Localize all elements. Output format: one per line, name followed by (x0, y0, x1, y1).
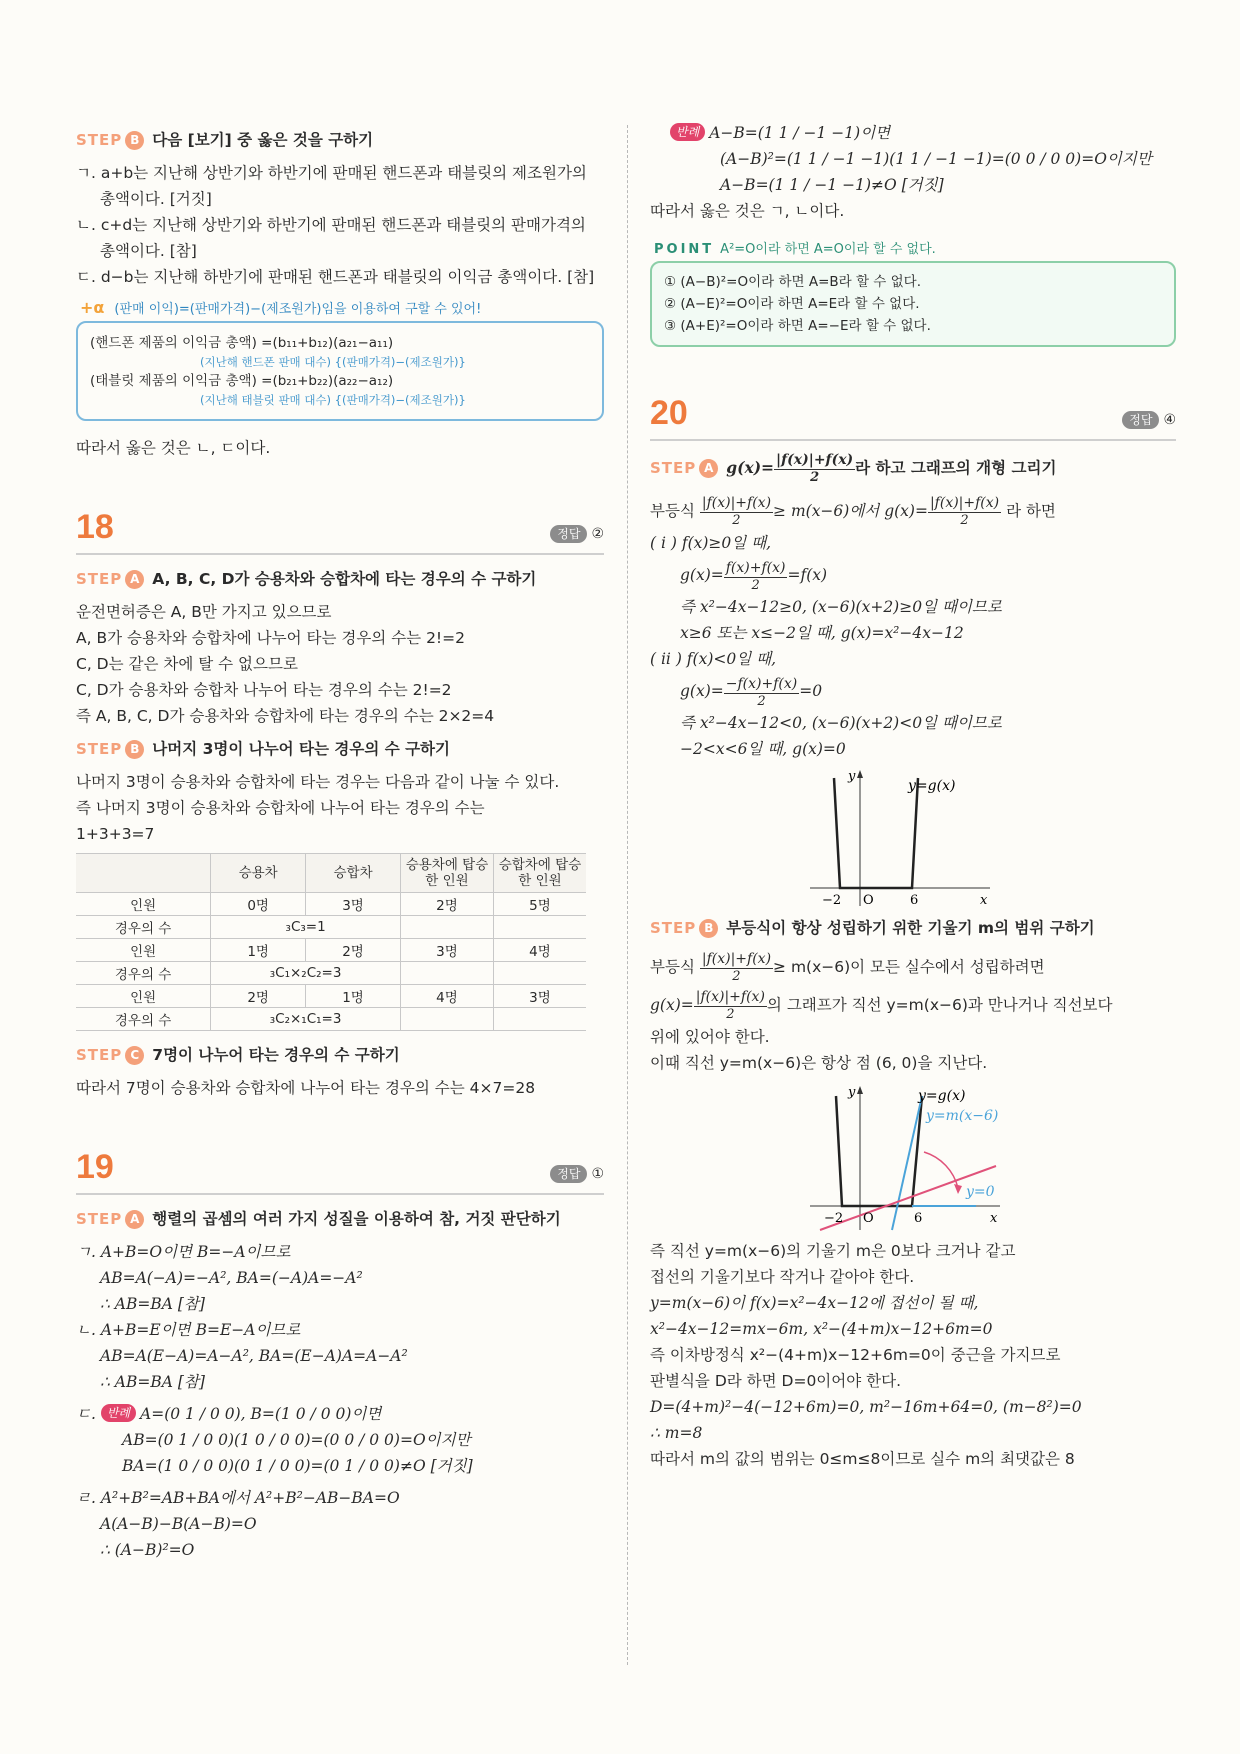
curve-label: y=g(x) (908, 778, 956, 794)
math-line: x≥6 또는 x≤−2일 때, g(x)=x²−4x−12 (680, 624, 964, 642)
x-label: x (980, 893, 988, 908)
fraction (724, 675, 799, 710)
text: 부등식 (650, 502, 695, 520)
text-line: 따라서 7명이 승용차와 승합차에 나누어 타는 경우의 수는 4×7=28 (76, 1079, 536, 1097)
tick-label: 6 (910, 893, 919, 908)
conclusion: 따라서 옳은 것은 ㄴ, ㄷ이다. (76, 439, 271, 457)
table-cell: 경우의 수 (76, 962, 211, 985)
text-line: 접선의 기울기보다 작거나 같아야 한다. (650, 1268, 915, 1286)
text-line: 위에 있어야 한다. (650, 1028, 770, 1046)
table-cell: 경우의 수 (76, 1008, 211, 1031)
problem-number: 18 (76, 508, 114, 546)
fraction (928, 494, 1001, 529)
table-row (76, 893, 586, 916)
step-tag: STEP (650, 919, 697, 937)
step-tag: STEP (76, 1210, 123, 1228)
answer-badge (550, 525, 604, 543)
denominator: 2 (757, 693, 766, 709)
table-cell: 2명 (306, 939, 401, 962)
math-line: ∴ AB=BA [참] (100, 1295, 205, 1313)
step-heading (76, 565, 604, 593)
table-header: 승합차에 탑승한 인원 (494, 854, 587, 893)
answer-label: 정답 (550, 525, 587, 543)
table-cell (401, 1008, 494, 1031)
text: 라 하면 (1006, 502, 1056, 520)
table-cell: 3명 (306, 893, 401, 916)
text-line: ㄱ. a+b는 지난해 상반기와 하반기에 판매된 핸드폰과 태블릿의 제조원가의 (76, 164, 587, 182)
text-line: C, D는 같은 차에 탈 수 없으므로 (76, 655, 298, 673)
table-header: 승용차에 탑승한 인원 (401, 854, 494, 893)
math-line (650, 672, 1176, 710)
math-line: ( i ) f(x)≥0일 때, (650, 534, 772, 552)
step-title: A, B, C, D가 승용차와 승합차에 타는 경우의 수 구하기 (152, 570, 537, 588)
math-line: ㄹ. A²+B²=AB+BA에서 A²+B²−AB−BA=O (76, 1489, 400, 1507)
point-line: ② (A−E)²=O이라 하면 A=E라 할 수 없다. (664, 296, 920, 312)
zero-label: y=0 (966, 1184, 995, 1200)
step-title: 부등식이 항상 성립하기 위한 기울기 m의 범위 구하기 (726, 919, 1095, 937)
plus-line: (태블릿 제품의 이익금 총액) =(b₂₁+b₂₂)(a₂₂−a₁₂) (90, 373, 394, 389)
table-cell: 경우의 수 (76, 916, 211, 939)
point-line: ① (A−B)²=O이라 하면 A=B라 할 수 없다. (664, 274, 922, 290)
text-line: 총액이다. [참] (100, 242, 197, 260)
denominator: 2 (726, 1007, 735, 1022)
plus-line: (핸드폰 제품의 이익금 총액) =(b₁₁+b₁₂)(a₂₁−a₁₁) (90, 335, 394, 351)
step-heading (76, 1205, 604, 1233)
text-line: 이때 직선 y=m(x−6)은 항상 점 (6, 0)을 지난다. (650, 1054, 988, 1072)
math-line: AB=A(−A)=−A², BA=(−A)A=−A² (100, 1269, 363, 1287)
denominator: 2 (810, 470, 820, 485)
text-line: 운전면허증은 A, B만 가지고 있으므로 (76, 603, 332, 621)
numerator: |f(x)|+f(x) (929, 495, 1000, 511)
text-line: ㄴ. c+d는 지난해 상반기와 하반기에 판매된 핸드폰과 태블릿의 판매가격의 (76, 216, 586, 234)
numerator: −f(x)+f(x) (725, 675, 798, 692)
y-axis-arrow-icon (857, 1086, 863, 1094)
table-cell: 3명 (494, 985, 587, 1008)
math-line (650, 556, 1176, 594)
table-cell: 4명 (401, 985, 494, 1008)
graph-tangent (800, 1082, 1010, 1232)
plus-sub: (지난해 핸드폰 판매 대수) {(판매가격)−(제조원가)} (200, 355, 466, 369)
math-line: BA=(1 0 / 0 0)(0 1 / 0 0)=(0 1 / 0 0)≠O [거짓] (122, 1457, 473, 1475)
graph-g (800, 768, 1000, 908)
table-row (76, 962, 586, 985)
problem-header (76, 495, 604, 555)
point-line: ③ (A+E)²=O이라 하면 A=−E라 할 수 없다. (664, 318, 931, 334)
step-heading (76, 1041, 604, 1069)
math-line: D=(4+m)²−4(−12+6m)=0, m²−16m+64=0, (m−8²)=0 (650, 1398, 1082, 1416)
text: 부등식 (650, 958, 695, 976)
table-cell: 3명 (401, 939, 494, 962)
text-line: C, D가 승용차와 승합차 나누어 타는 경우의 수는 2!=2 (76, 681, 452, 699)
step-tag: STEP (76, 740, 123, 758)
math-line: A−B=(1 1 / −1 −1)≠O [거짓] (720, 176, 944, 194)
text-line: 1+3+3=7 (76, 825, 155, 843)
y-label: y (848, 769, 856, 784)
math-line: 즉 x²−4x−12<0, (x−6)(x+2)<0일 때이므로 (680, 714, 1002, 732)
step-heading (650, 451, 1176, 486)
step-letter: A (699, 459, 718, 478)
left-column (76, 120, 604, 1563)
fraction (700, 494, 773, 529)
math-line: ( ii ) f(x)<0일 때, (650, 650, 777, 668)
denominator: 2 (732, 969, 741, 984)
curve-label: y=g(x) (918, 1088, 966, 1104)
step-letter: B (699, 919, 718, 938)
text-line: A, B가 승용차와 승합차에 나누어 타는 경우의 수는 2!=2 (76, 629, 465, 647)
math-text: g(x)= (680, 682, 724, 700)
step-title: 행렬의 곱셈의 여러 가지 성질을 이용하여 참, 거짓 판단하기 (152, 1210, 561, 1228)
math-line (650, 492, 1176, 530)
table-cell: 인원 (76, 893, 211, 916)
numerator: f(x)+f(x) (725, 559, 786, 576)
math-text: A=(0 1 / 0 0), B=(1 0 / 0 0)이면 (140, 1405, 382, 1423)
table-cell (494, 916, 587, 939)
math-text: =0 (799, 682, 823, 700)
rotation-arrow-icon (954, 1184, 962, 1194)
text: 의 그래프가 직선 y=m(x−6)과 만나거나 직선보다 (766, 996, 1113, 1014)
numerator: |f(x)|+f(x) (701, 951, 772, 967)
table-header: 승용차 (211, 854, 306, 893)
table-cell: ₃C₃=1 (211, 916, 401, 939)
line-label: y=m(x−6) (926, 1108, 999, 1124)
text-line: 판별식을 D라 하면 D=0이어야 한다. (650, 1372, 902, 1390)
math-text: g(x)= (650, 996, 694, 1014)
step-letter: A (125, 570, 144, 589)
table-header (76, 854, 211, 893)
math-line: ∴ AB=BA [참] (100, 1373, 205, 1391)
table-cell: 0명 (211, 893, 306, 916)
answer-value: ④ (1163, 412, 1176, 428)
math-line: −2<x<6일 때, g(x)=0 (680, 740, 846, 758)
math-text: ≥ m(x−6)에서 g(x)= (773, 502, 928, 520)
point-text: A²=O이라 하면 A=O이라 할 수 없다. (720, 242, 936, 257)
math-line: A(A−B)−B(A−B)=O (100, 1515, 257, 1533)
math-line (650, 120, 1176, 146)
fraction (694, 988, 767, 1023)
step-title: 나머지 3명이 나누어 타는 경우의 수 구하기 (152, 740, 450, 758)
text-line: 즉 A, B, C, D가 승용차와 승합차에 타는 경우의 수는 2×2=4 (76, 707, 495, 725)
answer-badge (1122, 411, 1176, 429)
cases-table (76, 853, 586, 1031)
answer-value: ② (591, 526, 604, 542)
table-cell: 2명 (401, 893, 494, 916)
right-column (650, 120, 1176, 1472)
table-cell (494, 1008, 587, 1031)
math-line: ∴ (A−B)²=O (100, 1541, 195, 1559)
point-title (654, 238, 1176, 257)
math-line: (A−B)²=(1 1 / −1 −1)(1 1 / −1 −1)=(0 0 / 0 0)=O이지만 (720, 150, 1152, 168)
answer-label: 정답 (1122, 411, 1159, 429)
table-cell: 2명 (211, 985, 306, 1008)
denominator: 2 (751, 577, 760, 593)
table-row (76, 985, 586, 1008)
math-text: A−B=(1 1 / −1 −1)이면 (709, 124, 891, 142)
conclusion: 따라서 옳은 것은 ㄱ, ㄴ이다. (650, 202, 845, 220)
step-letter: B (125, 740, 144, 759)
step-letter: C (125, 1046, 144, 1065)
table-row (76, 939, 586, 962)
denominator: 2 (732, 513, 741, 528)
item-label: ㄷ. (76, 1405, 96, 1423)
math-line: ∴ m=8 (650, 1424, 703, 1442)
counterexample-badge: 반례 (670, 123, 705, 141)
text-line: 즉 직선 y=m(x−6)의 기울기 m은 0보다 크거나 같고 (650, 1242, 1016, 1260)
problem-header (650, 381, 1176, 441)
table-cell: ₃C₂×₁C₁=3 (211, 1008, 401, 1031)
problem-header (76, 1135, 604, 1195)
step-title: 7명이 나누어 타는 경우의 수 구하기 (152, 1046, 400, 1064)
fraction (700, 950, 773, 985)
table-header: 승합차 (306, 854, 401, 893)
column-divider (627, 125, 628, 1665)
text-line: ㄷ. d−b는 지난해 하반기에 판매된 핸드폰과 태블릿의 이익금 총액이다. [참] (76, 268, 595, 286)
table-cell (401, 962, 494, 985)
step-heading (650, 914, 1176, 942)
table-cell (401, 916, 494, 939)
fraction (724, 559, 788, 594)
table-header-row (76, 854, 586, 893)
point-label: POINT (654, 242, 715, 257)
answer-badge (550, 1165, 604, 1183)
step-letter: A (125, 1210, 144, 1229)
answer-label: 정답 (550, 1165, 587, 1183)
plus-alpha-icon: +α (80, 298, 105, 317)
table-cell: 인원 (76, 939, 211, 962)
point-box (650, 261, 1176, 347)
g-curve (834, 778, 918, 888)
table-cell: 1명 (211, 939, 306, 962)
table-cell: ₃C₁×₂C₂=3 (211, 962, 401, 985)
y-label: y (848, 1085, 856, 1100)
fraction (774, 451, 855, 486)
table-cell: 1명 (306, 985, 401, 1008)
text-line: 즉 나머지 3명이 승용차와 승합차에 나누어 타는 경우의 수는 (76, 799, 485, 817)
step-tag: STEP (76, 131, 123, 149)
text: ≥ m(x−6)이 모든 실수에서 성립하려면 (773, 958, 1045, 976)
table-cell: 4명 (494, 939, 587, 962)
tick-label: −2 (824, 1211, 844, 1226)
tick-label: −2 (822, 893, 842, 908)
math-line: AB=(0 1 / 0 0)(1 0 / 0 0)=(0 0 / 0 0)=O이지만 (122, 1431, 471, 1449)
tick-label: O (863, 893, 874, 908)
math-line: y=m(x−6)이 f(x)=x²−4x−12에 접선이 될 때, (650, 1294, 979, 1312)
problem-number: 19 (76, 1148, 114, 1186)
step-letter: B (125, 131, 144, 150)
math-line: ㄱ. A+B=O이면 B=−A이므로 (76, 1243, 291, 1261)
math-line: x²−4x−12=mx−6m, x²−(4+m)x−12+6m=0 (650, 1320, 993, 1338)
plus-alpha-title (80, 298, 604, 317)
counterexample-badge: 반례 (101, 1404, 136, 1422)
math-line (650, 948, 1176, 986)
math-line (76, 1401, 604, 1427)
tangent-line (892, 1096, 922, 1230)
tick-label: 6 (914, 1211, 923, 1226)
table-row (76, 916, 586, 939)
table-row (76, 1008, 586, 1031)
math-text: g(x)= (680, 566, 724, 584)
math-line (650, 986, 1176, 1024)
denominator: 2 (960, 513, 969, 528)
plus-alpha-text: (판매 이익)=(판매가격)−(제조원가)임을 이용하여 구할 수 있어! (114, 302, 482, 317)
plus-sub: (지난해 태블릿 판매 대수) {(판매가격)−(제조원가)} (200, 393, 466, 407)
plus-alpha-box (76, 321, 604, 421)
step-title: 다음 [보기] 중 옳은 것을 구하기 (152, 131, 374, 149)
step-tag: STEP (76, 570, 123, 588)
math-line: 즉 x²−4x−12≥0, (x−6)(x+2)≥0일 때이므로 (680, 598, 1002, 616)
x-label: x (990, 1211, 998, 1226)
step-heading (76, 126, 604, 154)
numerator: |f(x)|+f(x) (701, 495, 772, 511)
math-line: AB=A(E−A)=A−A², BA=(E−A)A=A−A² (100, 1347, 408, 1365)
answer-value: ① (591, 1166, 604, 1182)
table-cell: 5명 (494, 893, 587, 916)
text-line: 즉 이차방정식 x²−(4+m)x−12+6m=0이 중근을 가지므로 (650, 1346, 1061, 1364)
problem-number: 20 (650, 394, 688, 432)
text-line: 총액이다. [거짓] (100, 190, 212, 208)
step-title: 라 하고 그래프의 개형 그리기 (855, 459, 1057, 477)
step-tag: STEP (76, 1046, 123, 1064)
step-tag: STEP (650, 459, 697, 477)
text-line: 따라서 m의 값의 범위는 0≤m≤8이므로 실수 m의 최댓값은 8 (650, 1450, 1075, 1468)
math-text: =f(x) (787, 566, 828, 584)
y-axis-arrow-icon (857, 770, 863, 778)
numerator: |f(x)|+f(x) (695, 989, 765, 1005)
text-line: 나머지 3명이 승용차와 승합차에 타는 경우는 다음과 같이 나눌 수 있다. (76, 773, 560, 791)
math-line: ㄴ. A+B=E이면 B=E−A이므로 (76, 1321, 301, 1339)
table-cell: 인원 (76, 985, 211, 1008)
step-heading (76, 735, 604, 763)
math-text: g(x)= (726, 458, 775, 477)
table-cell (494, 962, 587, 985)
tick-label: O (863, 1211, 874, 1226)
numerator: |f(x)|+f(x) (776, 452, 854, 468)
